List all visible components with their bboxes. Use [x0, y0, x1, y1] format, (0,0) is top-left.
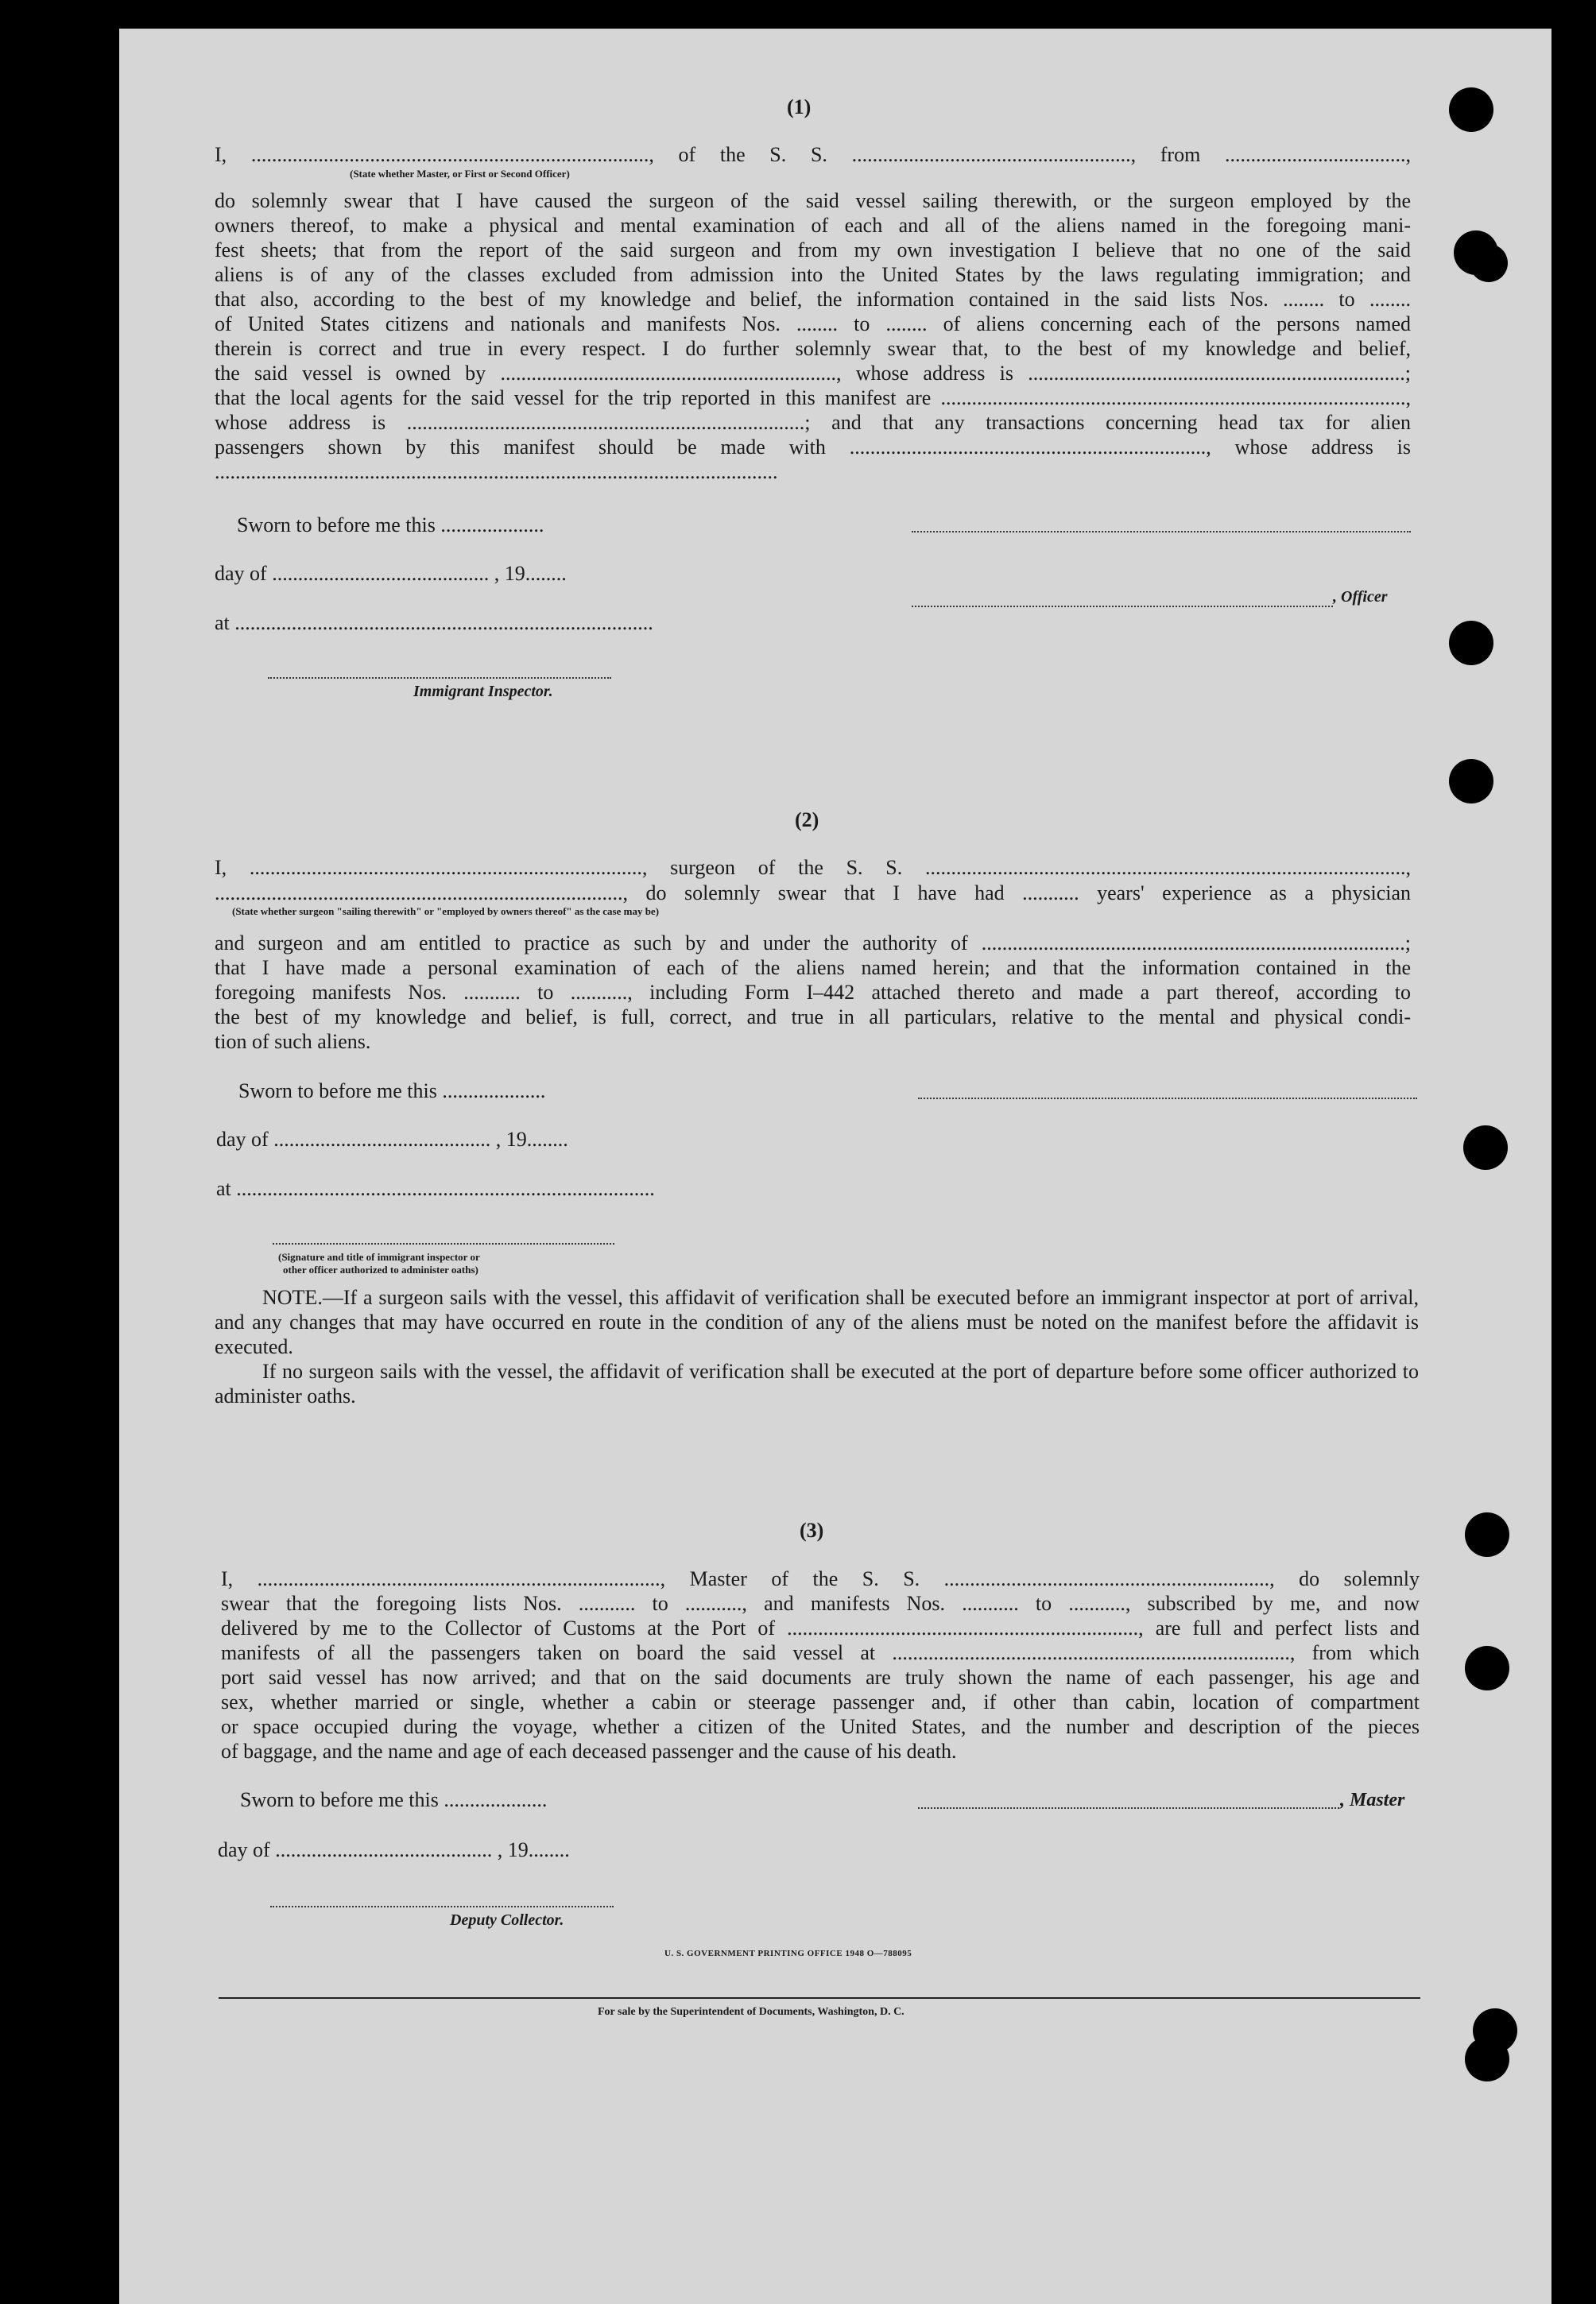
affidavit-line: do solemnly swear that I have caused the surgeon of the said vessel sailing therewith, or the surgeon employed by the — [215, 189, 1411, 212]
affidavit-line: I, .............................................................................., Master of the S. S. ..............................................................., do solemnly — [221, 1567, 1420, 1590]
affidavit-line: fest sheets; that from the report of the said surgeon and from my own investigation I believe that no one of the said — [215, 238, 1411, 261]
officer-signature-line — [912, 606, 1333, 607]
inspector-label: Immigrant Inspector. — [413, 683, 553, 700]
affidavit-line: tion of such aliens. — [215, 1030, 371, 1053]
affidavit-line: the best of my knowledge and belief, is full, correct, and true in all particulars, relative to the mental and physical condi- — [215, 1005, 1411, 1028]
field-note: (State whether Master, or First or Second Officer) — [350, 168, 570, 180]
binder-hole — [1465, 1646, 1509, 1690]
inspector-signature-line — [268, 677, 611, 679]
officer-label: , Officer — [1333, 588, 1388, 606]
affidavit-line: I, ............................................................................., of the S. S. ......................................................, from ..................................., — [215, 143, 1411, 166]
binder-hole — [1449, 621, 1493, 665]
sworn-field: Sworn to before me this .................... — [240, 1788, 548, 1811]
day-field: day of .......................................... , 19........ — [216, 1128, 568, 1151]
affidavit-line: that I have made a personal examination of each of the aliens named herein; and that the information contained in the — [215, 956, 1411, 979]
affidavit-line: port said vessel has now arrived; and that on the said documents are truly shown the name of each passenger, his age and — [221, 1666, 1420, 1689]
binder-hole — [1463, 1125, 1508, 1170]
section-number: (2) — [795, 808, 819, 831]
affidavit-line: sex, whether married or single, whether a cabin or steerage passenger and, if other than cabin, location of compartment — [221, 1690, 1420, 1713]
signer-note: other officer authorized to administer oaths) — [283, 1264, 478, 1276]
footer-rule — [219, 1997, 1420, 1999]
affidavit-line: or space occupied during the voyage, whether a citizen of the United States, and the number and description of the pieces — [221, 1715, 1420, 1738]
binder-hole — [1465, 1512, 1509, 1557]
binder-hole — [1465, 2037, 1509, 2081]
officer-signature-line — [912, 531, 1411, 532]
sale-notice: For sale by the Superintendent of Documents, Washington, D. C. — [598, 2006, 905, 2018]
affidavit-line: I, ............................................................................, surgeon of the S. S. ............................................................................................., — [215, 856, 1411, 879]
officer-signature-line — [273, 1243, 614, 1245]
note-paragraph: NOTE.—If a surgeon sails with the vessel, this affidavit of verification shall be executed before an immigrant inspector at port of arrival, and any changes that may have occurred en route in the condition of any of the aliens must be noted on the manifest before the affidavit is executed. — [215, 1286, 1419, 1358]
affidavit-line: ............................................................................................................. — [215, 460, 778, 483]
affidavit-line: that also, according to the best of my knowledge and belief, the information contained in the said lists Nos. ........ to ........ — [215, 288, 1411, 311]
note-paragraph: If no surgeon sails with the vessel, the affidavit of verification shall be executed at the port of departure before some officer authorized to administer oaths. — [215, 1360, 1419, 1408]
affidavit-line: the said vessel is owned by ................................................................., whose address is .........................................................................; — [215, 362, 1411, 385]
affidavit-line: that the local agents for the said vessel for the trip reported in this manifest are .........................................................................................., — [215, 386, 1411, 409]
affidavit-line: aliens is of any of the classes excluded from admission into the United States by the laws regulating immigration; and — [215, 263, 1411, 286]
affidavit-line: foregoing manifests Nos. ........... to ..........., including Form I–442 attached thereto and made a part thereof, according to — [215, 981, 1411, 1004]
affidavit-line: swear that the foregoing lists Nos. ........... to ..........., and manifests Nos. ........... to ..........., subscribed by me, and now — [221, 1592, 1420, 1615]
collector-label: Deputy Collector. — [450, 1911, 564, 1929]
section-number: (3) — [800, 1519, 824, 1542]
affidavit-line: and surgeon and am entitled to practice as such by and under the authority of ..................................................................................; — [215, 931, 1411, 955]
day-field: day of .......................................... , 19........ — [218, 1838, 570, 1861]
master-label: , Master — [1340, 1790, 1405, 1810]
collector-signature-line — [270, 1906, 614, 1907]
affidavit-line: manifests of all the passengers taken on board the said vessel at ............................................................................., from which — [221, 1641, 1420, 1664]
at-field: at ................................................................................. — [215, 611, 653, 634]
printing-office-imprint: U. S. GOVERNMENT PRINTING OFFICE 1948 O—788095 — [664, 1949, 912, 1958]
affidavit-line: delivered by me to the Collector of Customs at the Port of ...................................................................., are full and perfect lists and — [221, 1617, 1420, 1640]
binder-hole — [1449, 87, 1493, 132]
affidavit-line: passengers shown by this manifest should be made with ....................................................................., whose address is — [215, 436, 1411, 459]
binder-hole — [1449, 759, 1493, 803]
sworn-field: Sworn to before me this .................... — [238, 1079, 546, 1102]
binder-hole — [1470, 244, 1508, 282]
affidavit-line: of baggage, and the name and age of each deceased passenger and the cause of his death. — [221, 1740, 957, 1763]
day-field: day of .......................................... , 19........ — [215, 562, 567, 585]
at-field: at ................................................................................. — [216, 1177, 655, 1200]
sworn-field: Sworn to before me this .................... — [237, 513, 544, 536]
field-note: (State whether surgeon "sailing therewith" or "employed by owners thereof" as the case may be) — [232, 905, 660, 917]
affidavit-line: whose address is .............................................................................; and that any transactions concerning head tax for alien — [215, 411, 1411, 434]
affidavit-line: of United States citizens and nationals and manifests Nos. ........ to ........ of aliens concerning each of the persons named — [215, 312, 1411, 335]
section-number: (1) — [787, 95, 812, 118]
master-signature-line — [918, 1807, 1339, 1809]
signer-note: (Signature and title of immigrant inspector or — [278, 1251, 480, 1263]
surgeon-signature-line — [918, 1098, 1417, 1099]
affidavit-line: owners thereof, to make a physical and mental examination of each and all of the aliens named in the foregoing mani- — [215, 214, 1411, 237]
affidavit-line: ..............................................................................., do solemnly swear that I have had ........... years' experience as a physician — [215, 881, 1411, 904]
affidavit-line: therein is correct and true in every respect. I do further solemnly swear that, to the best of my knowledge and belief, — [215, 337, 1411, 360]
